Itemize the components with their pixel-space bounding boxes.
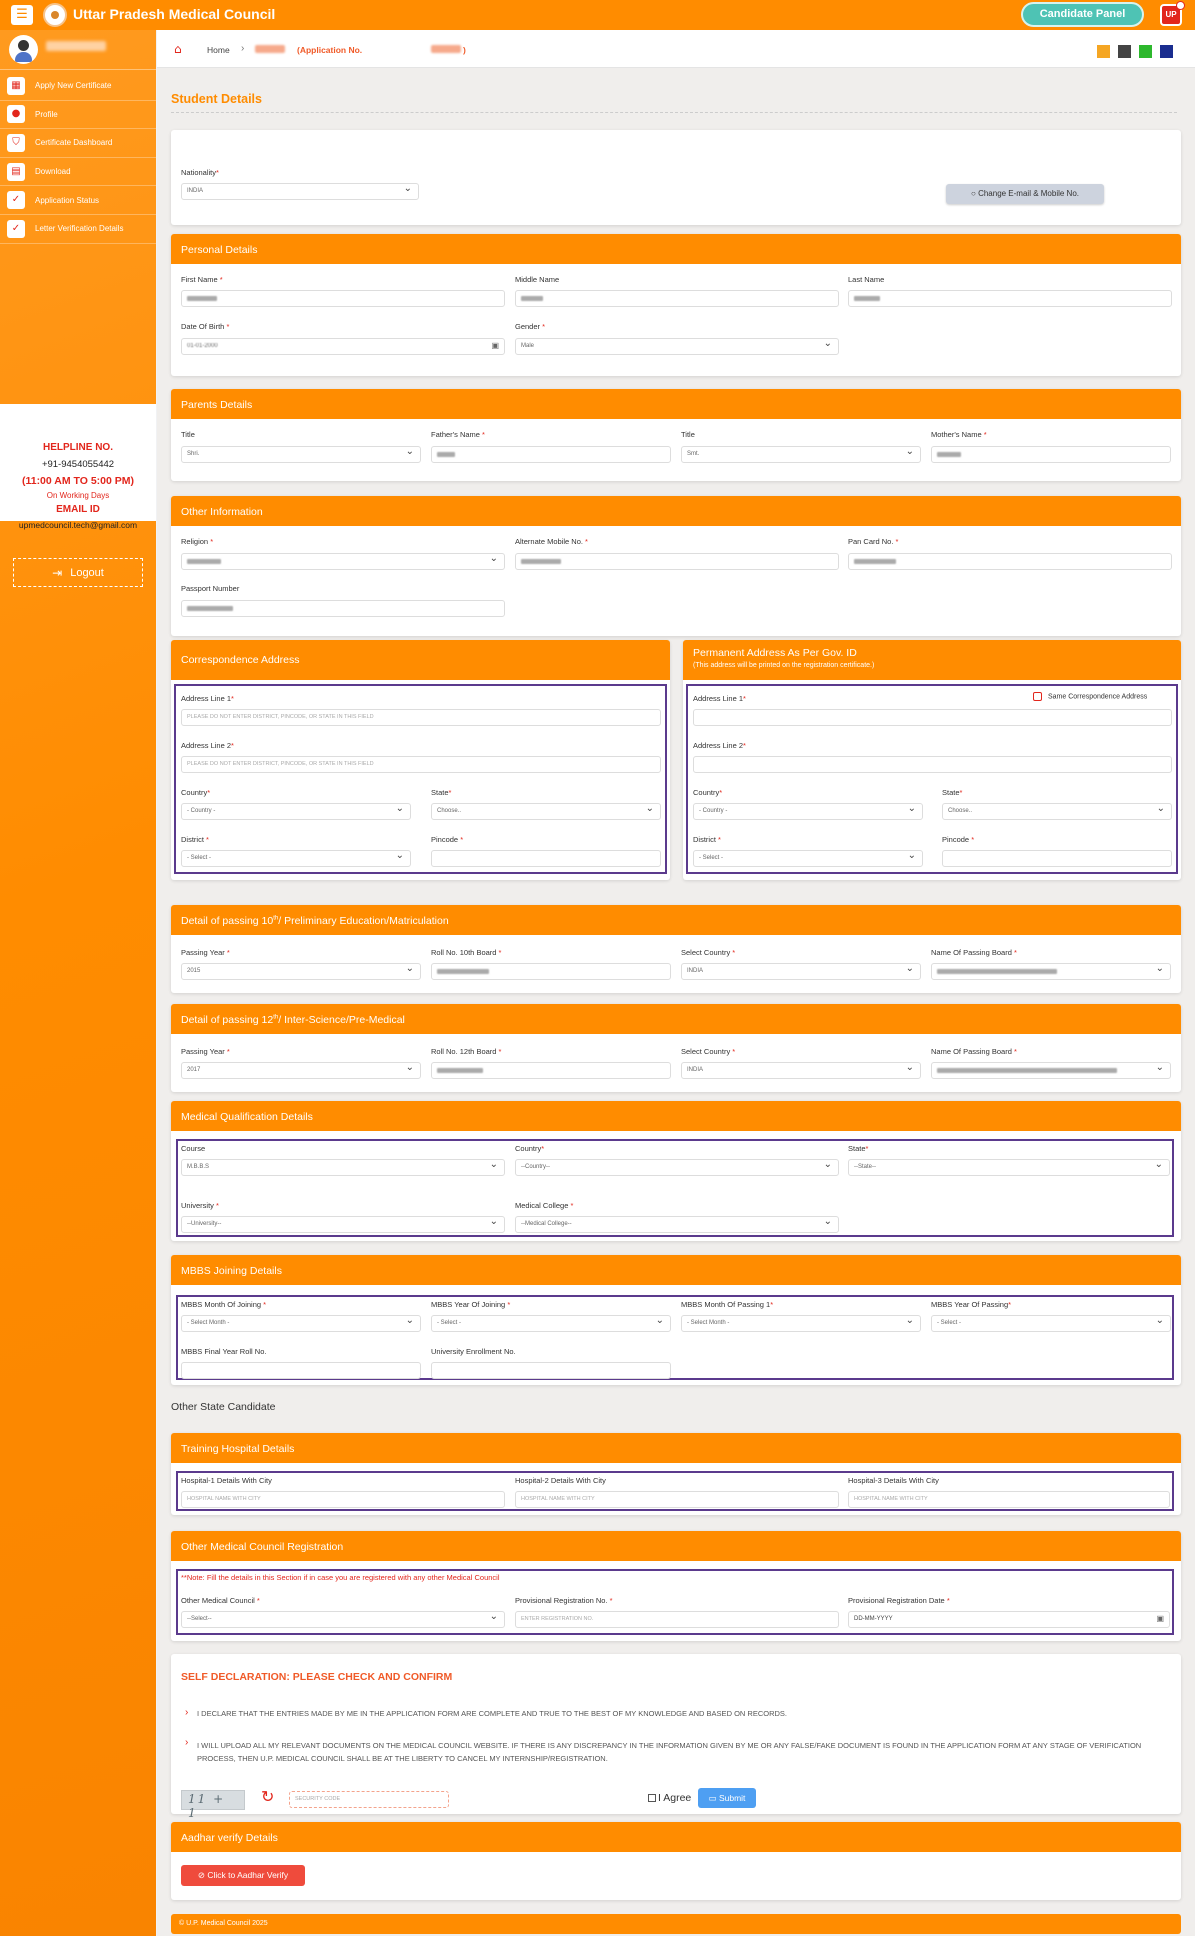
- first-name-label: First Name *: [181, 275, 223, 284]
- perm-state-select[interactable]: Choose.. ⌄: [942, 803, 1172, 820]
- religion-label: Religion *: [181, 537, 214, 546]
- tenth-details-card: [171, 905, 1181, 993]
- mother-name-label: Mother's Name *: [931, 430, 987, 439]
- middle-name-label: Middle Name: [515, 275, 560, 284]
- medical-qualification-card: [171, 1101, 1181, 1241]
- chevron-right-icon: ›: [185, 1707, 189, 1718]
- twelfth-board-label: Name Of Passing Board *: [931, 1047, 1017, 1056]
- final-roll-input[interactable]: [181, 1362, 421, 1379]
- theme-swatch-green[interactable]: [1139, 45, 1152, 58]
- checkbox-icon[interactable]: [648, 1794, 656, 1802]
- provisional-no-input[interactable]: ENTER REGISTRATION NO.: [515, 1611, 839, 1628]
- perm-address2-label: Address Line 2*: [693, 741, 746, 750]
- aadhar-header: Aadhar verify Details: [171, 1822, 1181, 1852]
- perm-country-label: Country*: [693, 788, 723, 797]
- course-label: Course: [181, 1144, 206, 1153]
- tenth-board-label: Name Of Passing Board *: [931, 948, 1017, 957]
- mbbs-month-pass-select[interactable]: - Select Month - ⌄: [681, 1315, 921, 1332]
- enrollment-input[interactable]: [431, 1362, 671, 1379]
- tenth-board-select[interactable]: [931, 963, 1171, 980]
- corr-pincode-input[interactable]: [431, 850, 661, 867]
- sidebar-user: [0, 30, 156, 70]
- mother-name-input[interactable]: [931, 446, 1171, 463]
- check-circle-icon: ⊘: [197, 1870, 208, 1880]
- helpline-box: [0, 404, 156, 530]
- correspondence-address-header: Correspondence Address: [171, 640, 670, 680]
- training-hospital-card: [171, 1433, 1181, 1515]
- breadcrumb-home[interactable]: Home: [207, 45, 230, 55]
- sidebar-item-profile[interactable]: [0, 101, 156, 130]
- self-declaration-card: [171, 1654, 1181, 1820]
- pan-card-label: Pan Card No. *: [848, 537, 899, 546]
- breadcrumb-application-end: ): [463, 45, 466, 55]
- personal-details-header: Personal Details: [171, 234, 1181, 264]
- other-council-select[interactable]: --Select-- ⌄: [181, 1611, 505, 1628]
- provisional-date-input[interactable]: DD-MM-YYYY ▣: [848, 1611, 1170, 1628]
- corr-pincode-label: Pincode *: [431, 835, 464, 844]
- nationality-select[interactable]: INDIA ⌄: [181, 183, 419, 200]
- father-title-label: Title: [181, 430, 195, 439]
- parents-details-card: [171, 389, 1181, 481]
- mq-state-label: State*: [848, 1144, 869, 1153]
- declaration-point-2: I WILL UPLOAD ALL MY RELEVANT DOCUMENTS ON THE MEDICAL COUNCIL WEBSITE. IF THERE IS ANY DISCREPANCY IN THE INFORMATION GIVEN BY ME OR ANY FALSE/FAKE DOCUMENT IS FOUND IN THE APPLICATION FORM AT ANY STAGE OF VERIFICATION PROCESS, THEN U.P. MEDICAL COUNCIL SHALL BE AT THE LIBERTY TO CANCEL MY INTERNSHIP/REGISTRATION.: [197, 1741, 1142, 1763]
- hospital1-input[interactable]: HOSPITAL NAME WITH CITY: [181, 1491, 505, 1508]
- twelfth-board-select[interactable]: [931, 1062, 1171, 1079]
- title-divider: [171, 112, 1177, 113]
- other-information-header: Other Information: [171, 496, 1181, 526]
- first-name-input[interactable]: [181, 290, 505, 307]
- logout-icon: ⇥: [52, 565, 63, 580]
- perm-district-label: District *: [693, 835, 721, 844]
- corr-district-select[interactable]: - Select - ⌄: [181, 850, 411, 867]
- hospital3-label: Hospital-3 Details With City: [848, 1476, 939, 1485]
- gender-select[interactable]: Male ⌄: [515, 338, 839, 355]
- permanent-address-card: [683, 640, 1181, 880]
- captcha-image: 11 + 1: [181, 1790, 245, 1810]
- medical-college-select[interactable]: --Medical College-- ⌄: [515, 1216, 839, 1233]
- permanent-address-header: Permanent Address As Per Gov. ID (This address will be printed on the registration certificate.): [683, 640, 1181, 680]
- helpline-hours: (11:00 AM TO 5:00 PM): [21, 475, 135, 487]
- submit-button[interactable]: ▭ Submit: [698, 1788, 756, 1808]
- page-title: Student Details: [171, 92, 262, 106]
- twelfth-details-header: Detail of passing 12th/ Inter-Science/Pre-Medical: [171, 1004, 1181, 1034]
- user-icon: ●: [7, 105, 25, 123]
- father-name-input[interactable]: [431, 446, 671, 463]
- corr-address2-label: Address Line 2*: [181, 741, 234, 750]
- hospital3-input[interactable]: HOSPITAL NAME WITH CITY: [848, 1491, 1170, 1508]
- theme-swatch-orange[interactable]: [1097, 45, 1110, 58]
- twelfth-country-label: Select Country *: [681, 1047, 736, 1056]
- dob-input[interactable]: 01-01-2000 ▣: [181, 338, 505, 355]
- other-information-card: [171, 496, 1181, 636]
- calendar-icon[interactable]: ▣: [1156, 1614, 1164, 1623]
- perm-country-select[interactable]: - Country - ⌄: [693, 803, 923, 820]
- sidebar-item-certificate-dashboard[interactable]: [0, 129, 156, 158]
- avatar: [9, 35, 38, 64]
- aadhar-verify-button[interactable]: ⊘ Click to Aadhar Verify: [181, 1865, 305, 1886]
- course-select[interactable]: M.B.B.S ⌄: [181, 1159, 505, 1176]
- religion-select[interactable]: [181, 553, 505, 570]
- twelfth-roll-input[interactable]: [431, 1062, 671, 1079]
- security-code-input[interactable]: SECURITY CODE: [289, 1791, 449, 1808]
- corr-state-select[interactable]: Choose.. ⌄: [431, 803, 661, 820]
- mbbs-year-join-select[interactable]: - Select - ⌄: [431, 1315, 671, 1332]
- mbbs-year-join-label: MBBS Year Of Joining *: [431, 1300, 511, 1309]
- chevron-right-icon: ›: [185, 1737, 189, 1748]
- perm-district-select[interactable]: - Select - ⌄: [693, 850, 923, 867]
- corr-address1-label: Address Line 1*: [181, 694, 234, 703]
- chevron-right-icon: ›: [241, 43, 245, 54]
- other-council-label: Other Medical Council *: [181, 1596, 260, 1605]
- footer: © U.P. Medical Council 2025: [171, 1914, 1181, 1934]
- declaration-point-1: I DECLARE THAT THE ENTRIES MADE BY ME IN THE APPLICATION FORM ARE COMPLETE AND TRUE TO THE BEST OF MY KNOWLEDGE AND BASED ON RECORDS.: [197, 1709, 787, 1718]
- corr-country-select[interactable]: - Country - ⌄: [181, 803, 411, 820]
- hospital1-label: Hospital-1 Details With City: [181, 1476, 272, 1485]
- mq-country-label: Country*: [515, 1144, 545, 1153]
- top-bar: [0, 0, 1195, 30]
- sidebar-item-label: Download: [35, 167, 71, 177]
- sidebar: [0, 30, 156, 1936]
- refresh-captcha-icon[interactable]: ↻: [261, 1787, 275, 1806]
- provisional-date-label: Provisional Registration Date *: [848, 1596, 950, 1605]
- twelfth-details-card: [171, 1004, 1181, 1092]
- logout-button[interactable]: [13, 558, 143, 587]
- sidebar-item-apply-new-certificate[interactable]: [0, 72, 156, 101]
- change-email-mobile-button[interactable]: ○ Change E-mail & Mobile No.: [946, 184, 1104, 204]
- twelfth-country-select[interactable]: INDIA ⌄: [681, 1062, 921, 1079]
- other-state-candidate-label: Other State Candidate: [171, 1401, 276, 1413]
- tenth-year-select[interactable]: 2015 ⌄: [181, 963, 421, 980]
- sidebar-item-application-status[interactable]: [0, 186, 156, 215]
- mbbs-year-pass-label: MBBS Year Of Passing*: [931, 1300, 1012, 1309]
- breadcrumb-name-redacted: [255, 45, 285, 53]
- mother-title-label: Title: [681, 430, 695, 439]
- father-name-label: Father's Name *: [431, 430, 485, 439]
- perm-pincode-input[interactable]: [942, 850, 1172, 867]
- tenth-country-select[interactable]: INDIA ⌄: [681, 963, 921, 980]
- sidebar-item-label: Application Status: [35, 195, 100, 205]
- corr-address1-input[interactable]: PLEASE DO NOT ENTER DISTRICT, PINCODE, OR STATE IN THIS FIELD: [181, 709, 661, 726]
- parents-details-header: Parents Details: [171, 389, 1181, 419]
- application-number-redacted: [431, 45, 461, 53]
- tenth-country-label: Select Country *: [681, 948, 736, 957]
- medical-qualification-header: Medical Qualification Details: [171, 1101, 1181, 1131]
- middle-name-input[interactable]: [515, 290, 839, 307]
- up-badge[interactable]: UP: [1160, 4, 1182, 26]
- mother-title-select[interactable]: Smt. ⌄: [681, 446, 921, 463]
- shield-icon: ⛉: [7, 134, 25, 152]
- hospital2-input[interactable]: HOSPITAL NAME WITH CITY: [515, 1491, 839, 1508]
- agree-checkbox[interactable]: I Agree: [648, 1792, 691, 1804]
- perm-address1-label: Address Line 1*: [693, 694, 746, 703]
- sidebar-item-download[interactable]: [0, 158, 156, 187]
- alternate-mobile-label: Alternate Mobile No. *: [515, 537, 588, 546]
- mbbs-month-join-label: MBBS Month Of Joining *: [181, 1300, 267, 1309]
- other-council-note: **Note: Fill the details in this Section if in case you are registered with any other Medical Council: [181, 1573, 500, 1582]
- other-council-card: [171, 1531, 1181, 1641]
- perm-address2-input[interactable]: [693, 756, 1172, 773]
- mbbs-joining-header: MBBS Joining Details: [171, 1255, 1181, 1285]
- last-name-input[interactable]: [848, 290, 1172, 307]
- nationality-label: Nationality*: [181, 168, 219, 177]
- corr-country-label: Country*: [181, 788, 211, 797]
- perm-state-label: State*: [942, 788, 963, 797]
- theme-swatch-navy[interactable]: [1160, 45, 1173, 58]
- hamburger-icon[interactable]: ☰: [11, 5, 33, 25]
- perm-pincode-label: Pincode *: [942, 835, 975, 844]
- training-hospital-header: Training Hospital Details: [171, 1433, 1181, 1463]
- same-address-checkbox[interactable]: Same Correspondence Address: [1033, 692, 1147, 701]
- mbbs-joining-card: [171, 1255, 1181, 1385]
- refresh-icon: ○: [971, 189, 979, 198]
- other-council-header: Other Medical Council Registration: [171, 1531, 1181, 1561]
- logout-label: Logout: [70, 566, 104, 579]
- corr-address2-input[interactable]: PLEASE DO NOT ENTER DISTRICT, PINCODE, OR STATE IN THIS FIELD: [181, 756, 661, 773]
- nationality-card: [171, 130, 1181, 225]
- university-select[interactable]: --University-- ⌄: [181, 1216, 505, 1233]
- sidebar-item-letter-verification[interactable]: [0, 215, 156, 244]
- twelfth-roll-label: Roll No. 12th Board *: [431, 1047, 502, 1056]
- corr-district-label: District *: [181, 835, 209, 844]
- theme-swatch-dark[interactable]: [1118, 45, 1131, 58]
- tenth-roll-label: Roll No. 10th Board *: [431, 948, 502, 957]
- mbbs-month-join-select[interactable]: - Select Month - ⌄: [181, 1315, 421, 1332]
- mbbs-year-pass-select[interactable]: - Select - ⌄: [931, 1315, 1171, 1332]
- medical-college-label: Medical College *: [515, 1201, 574, 1210]
- calendar-icon[interactable]: ▣: [491, 341, 499, 350]
- sidebar-item-label: Apply New Certificate: [35, 81, 112, 91]
- personal-details-card: [171, 234, 1181, 376]
- email-title: EMAIL ID: [56, 504, 100, 515]
- mq-state-select[interactable]: --State-- ⌄: [848, 1159, 1170, 1176]
- helpline-number: +91-9454055442: [41, 459, 115, 470]
- save-icon: ▭: [708, 1793, 719, 1803]
- check-circle-icon: ✓: [7, 220, 25, 238]
- sidebar-item-label: Certificate Dashboard: [35, 138, 113, 148]
- provisional-no-label: Provisional Registration No. *: [515, 1596, 613, 1605]
- correspondence-address-card: [171, 640, 670, 880]
- checkbox-icon[interactable]: [1033, 692, 1042, 701]
- mq-country-select[interactable]: --Country-- ⌄: [515, 1159, 839, 1176]
- pan-card-input[interactable]: [848, 553, 1172, 570]
- corr-state-label: State*: [431, 788, 452, 797]
- perm-address1-input[interactable]: [693, 709, 1172, 726]
- university-label: University *: [181, 1201, 219, 1210]
- passport-input[interactable]: [181, 600, 505, 617]
- council-logo: [43, 3, 67, 27]
- home-icon[interactable]: ⌂: [174, 42, 182, 56]
- father-title-select[interactable]: Shri. ⌄: [181, 446, 421, 463]
- alternate-mobile-input[interactable]: [515, 553, 839, 570]
- twelfth-year-label: Passing Year *: [181, 1047, 230, 1056]
- user-name-redacted: [46, 41, 106, 51]
- last-name-label: Last Name: [848, 275, 885, 284]
- final-roll-label: MBBS Final Year Roll No.: [181, 1347, 267, 1356]
- tenth-details-header: Detail of passing 10th/ Preliminary Education/Matriculation: [171, 905, 1181, 935]
- hospital2-label: Hospital-2 Details With City: [515, 1476, 606, 1485]
- helpline-title: HELPLINE NO.: [42, 442, 113, 453]
- tenth-roll-input[interactable]: [431, 963, 671, 980]
- mbbs-month-pass-label: MBBS Month Of Passing 1*: [681, 1300, 774, 1309]
- breadcrumb: [157, 30, 1195, 68]
- dob-label: Date Of Birth *: [181, 322, 230, 331]
- declaration-title: SELF DECLARATION: PLEASE CHECK AND CONFIRM: [181, 1671, 453, 1683]
- email-address[interactable]: upmedcouncil.tech@gmail.com: [18, 520, 138, 530]
- tenth-year-label: Passing Year *: [181, 948, 230, 957]
- grid-icon: ▦: [7, 77, 25, 95]
- sidebar-item-label: Profile: [35, 109, 58, 119]
- main-content: [157, 30, 1195, 1936]
- gender-label: Gender *: [515, 322, 546, 331]
- helpline-days: On Working Days: [46, 491, 110, 500]
- sidebar-item-label: Letter Verification Details: [35, 224, 124, 234]
- passport-label: Passport Number: [181, 584, 240, 593]
- candidate-panel-button[interactable]: Candidate Panel: [1021, 2, 1144, 27]
- file-icon: ▤: [7, 163, 25, 181]
- sidebar-menu: [0, 72, 156, 244]
- breadcrumb-application: (Application No.: [297, 45, 363, 55]
- twelfth-year-select[interactable]: 2017 ⌄: [181, 1062, 421, 1079]
- enrollment-label: University Enrollment No.: [431, 1347, 516, 1356]
- brand-title: Uttar Pradesh Medical Council: [73, 6, 276, 22]
- check-circle-icon: ✓: [7, 191, 25, 209]
- aadhar-card: [171, 1822, 1181, 1900]
